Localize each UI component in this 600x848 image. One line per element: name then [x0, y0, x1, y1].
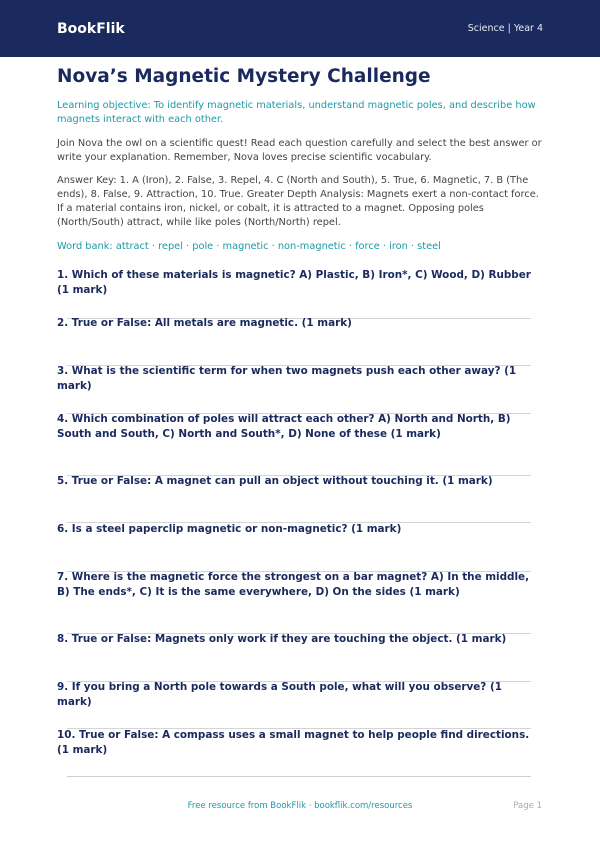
- learning-objective: Learning objective: To identify magnetic materials, understand magnetic poles, and describe how magnets interact with each other.: [57, 100, 536, 125]
- question-9: 9. If you bring a North pole towards a South pole, what will you observe? (1 mark): [57, 681, 502, 708]
- subject-year-label: Science | Year 4: [467, 23, 543, 34]
- question-1: 1. Which of these materials is magnetic? A) Plastic, B) Iron*, C) Wood, D) Rubber (1 mark): [57, 269, 531, 296]
- question-4: 4. Which combination of poles will attract each other? A) North and North, B) South and South, C) North and South*, D) None of these (1 mark): [57, 413, 511, 440]
- word-bank: Word bank: attract · repel · pole · magnetic · non-magnetic · force · iron · steel: [57, 241, 441, 252]
- question-8: 8. True or False: Magnets only work if they are touching the object. (1 mark): [57, 633, 507, 645]
- question-7: 7. Where is the magnetic force the strongest on a bar magnet? A) In the middle, B) The ends*, C) It is the same everywhere, D) On the sides (1 mark): [57, 571, 530, 598]
- question-2: 2. True or False: All metals are magnetic. (1 mark): [57, 317, 352, 329]
- question-3: 3. What is the scientific term for when two magnets push each other away? (1 mark): [57, 365, 517, 392]
- worksheet-intro: [57, 66, 547, 254]
- page-number: Page 1: [513, 801, 542, 811]
- question-10: 10. True or False: A compass uses a small magnet to help people find directions. (1 mark): [57, 729, 530, 756]
- footer-resource-link[interactable]: Free resource from BookFlik · bookflik.com/resources: [187, 801, 413, 811]
- question-5: 5. True or False: A magnet can pull an object without touching it. (1 mark): [57, 475, 493, 487]
- brand-logo-text: BookFlik: [57, 20, 125, 37]
- footer-divider: [67, 776, 531, 777]
- answer-key: Answer Key: 1. A (Iron), 2. False, 3. Repel, 4. C (North and South), 5. True, 6. Magnetic, 7. B (The ends), 8. False, 9. Attraction, 10. True. Greater Depth Analysis: Magnets exert a non-contact force. If a material contains iron, nickel, or cobalt, it is attracted to a magnet. Opposing poles (North/South) attract, while like poles (North/North) repel.: [57, 175, 539, 228]
- page-title: Nova’s Magnetic Mystery Challenge: [57, 66, 431, 87]
- header-bar: [0, 0, 600, 57]
- question-6: 6. Is a steel paperclip magnetic or non-magnetic? (1 mark): [57, 523, 402, 535]
- intro-text: Join Nova the owl on a scientific quest! Read each question carefully and select the best answer or write your explanation. Remember, Nova loves precise scientific vocabulary.: [57, 138, 542, 163]
